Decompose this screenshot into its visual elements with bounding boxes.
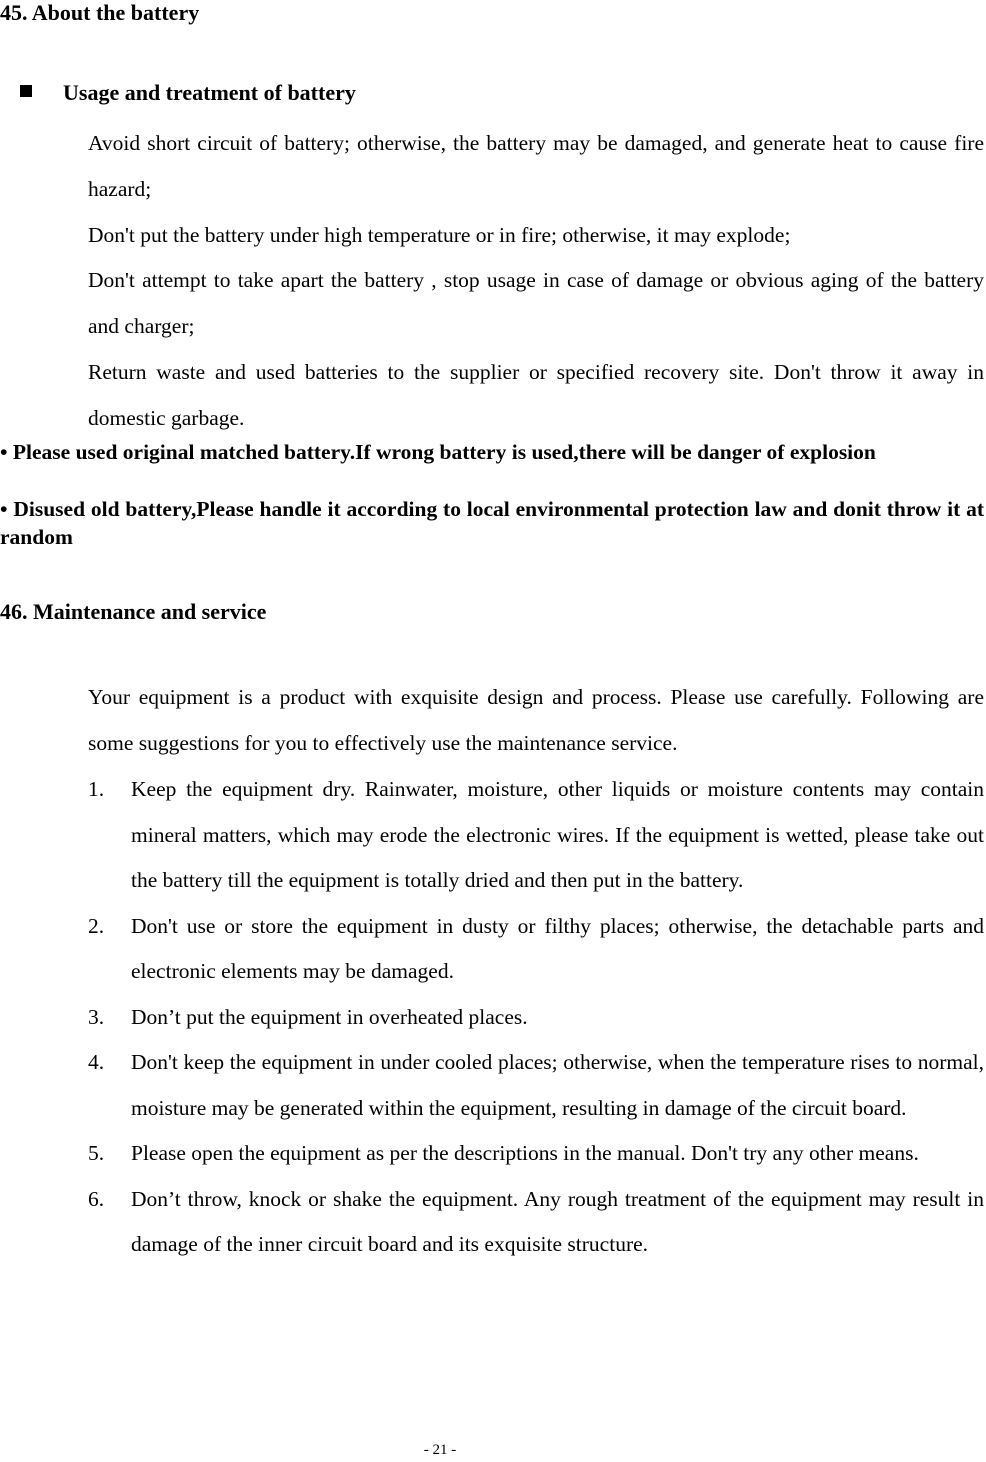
- list-item: [88, 1040, 984, 1131]
- battery-paragraph-3: Don't attempt to take apart the battery , stop usage in case of damage or obvious aging of the battery and charger;: [88, 268, 984, 338]
- list-item-text: Don’t throw, knock or shake the equipment. Any rough treatment of the equipment may result in damage of the inner circuit board and its exquisite structure.: [131, 1186, 984, 1256]
- list-item-text: Please open the equipment as per the descriptions in the manual. Don't try any other means.: [131, 1141, 919, 1165]
- list-item-number: 1.: [88, 777, 105, 801]
- battery-warning-note-1: • Please used original matched battery.If wrong battery is used,there will be danger of explosion: [0, 440, 876, 464]
- maintenance-intro: Your equipment is a product with exquisite design and process. Please use carefully. Following are some suggestions for you to effectively use the maintenance service.: [88, 685, 984, 755]
- battery-paragraph-2: Don't put the battery under high temperature or in fire; otherwise, it may explode;: [88, 223, 791, 247]
- list-item-number: 2.: [88, 913, 105, 938]
- list-item: [88, 995, 984, 1041]
- battery-paragraph-4: Return waste and used batteries to the supplier or specified recovery site. Don't throw it away in domestic garbage.: [88, 360, 984, 430]
- battery-paragraph-1: Avoid short circuit of battery; otherwise, the battery may be damaged, and generate heat to cause fire hazard;: [88, 131, 984, 201]
- list-item: [88, 904, 984, 995]
- list-item-number: 3.: [88, 1004, 105, 1029]
- list-item-number: 5.: [88, 1141, 105, 1165]
- list-item: [88, 767, 984, 904]
- list-item-text: Don't keep the equipment in under cooled places; otherwise, when the temperature rises to normal, moisture may be generated within the equipment, resulting in damage of the circuit board.: [131, 1050, 984, 1120]
- maintenance-list: [88, 767, 984, 1268]
- list-item-number: 4.: [88, 1050, 105, 1074]
- list-item-number: 6.: [88, 1186, 105, 1211]
- section-heading-battery: 45. About the battery: [0, 0, 200, 25]
- list-item-text: Don’t put the equipment in overheated places.: [131, 1004, 528, 1029]
- list-item: [88, 1131, 984, 1177]
- section-heading-maintenance: 46. Maintenance and service: [0, 599, 267, 624]
- list-item-text: Don't use or store the equipment in dusty or filthy places; otherwise, the detachable parts and electronic elements may be damaged.: [131, 913, 984, 983]
- page-number: - 21 -: [423, 1442, 457, 1458]
- list-item: [88, 1177, 984, 1268]
- list-item-text: Keep the equipment dry. Rainwater, moisture, other liquids or moisture contents may contain mineral matters, which may erode the electronic wires. If the equipment is wetted, please take out the battery till the equipment is totally dried and then put in the battery.: [131, 777, 984, 892]
- battery-warning-note-2: • Disused old battery,Please handle it according to local environmental protection law and donit throw it at random: [0, 497, 984, 549]
- subheading-battery-usage: Usage and treatment of battery: [63, 80, 356, 105]
- square-bullet-icon: [20, 85, 32, 97]
